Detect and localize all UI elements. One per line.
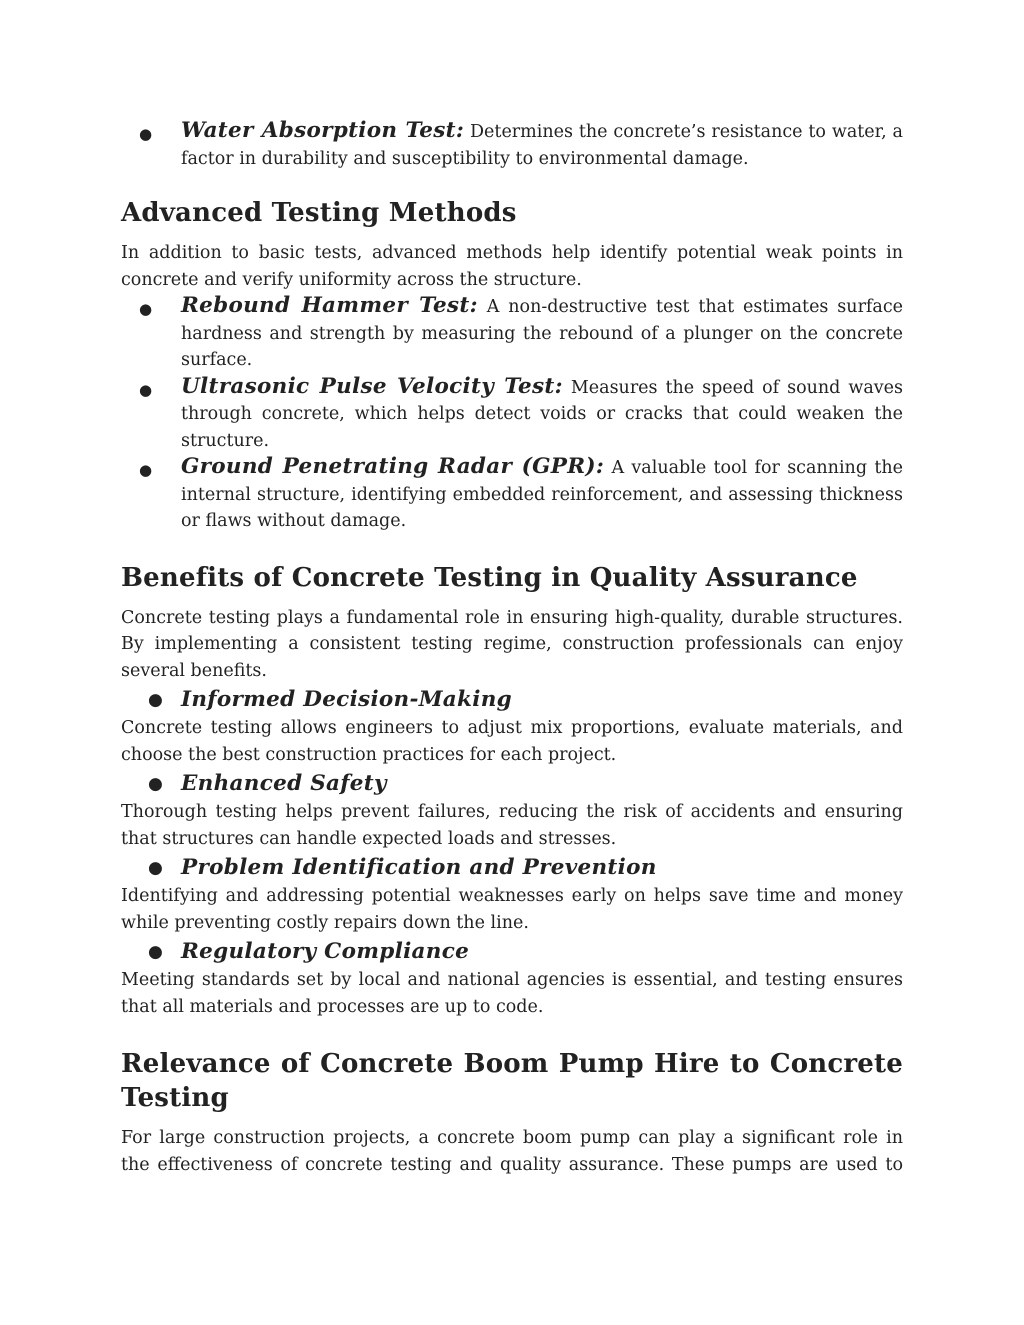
bullet-icon: ● [139,461,153,479]
term-gpr: Ground Penetrating Radar (GPR): [181,454,605,479]
bullet-icon: ● [139,300,153,318]
benefit-title-regulatory [121,937,903,967]
bullet-icon: ● [148,774,164,794]
term-ultrasonic: Ultrasonic Pulse Velocity Test: [181,373,563,399]
benefit-text-problem: Identifying and addressing potential weaknesses early on helps save time and money while preventing costly repairs down the line. [121,886,903,933]
benefit-title-informed [121,685,903,715]
heading-benefits: Benefits of Concrete Testing in Quality Assurance [121,562,858,593]
heading-relevance: Relevance of Concrete Boom Pump Hire to Concrete Testing [121,1049,903,1113]
bullet-icon: ● [148,942,164,962]
paragraph-advanced-intro: In addition to basic tests, advanced methods help identify potential weak points in concrete and verify uniformity across the structure. [121,243,903,290]
benefit-title-text: Problem Identification and Prevention [181,855,657,880]
text-gpr: A valuable tool for scanning the internal structure, identifying embedded reinforcement, and assessing thickness or flaws without damage. [181,458,903,531]
text-ultrasonic: Measures the speed of sound waves through concrete, which helps detect voids or cracks that could weaken the structure. [181,377,903,451]
document-page [121,118,903,1178]
benefit-text-safety: Thorough testing helps prevent failures, reducing the risk of accidents and ensuring that structures can handle expected loads and stresses. [121,802,903,849]
list-item-rebound-hammer [121,293,903,374]
term-rebound-hammer: Rebound Hammer Test: [181,293,478,318]
benefit-text-regulatory: Meeting standards set by local and national agencies is essential, and testing ensures that all materials and processes are up to code. [121,970,903,1017]
list-item-water-absorption [121,118,903,172]
list-item-gpr [121,454,903,535]
benefit-title-text: Regulatory Compliance [181,939,470,964]
bullet-icon: ● [148,858,164,878]
term-water-absorption: Water Absorption Test: [181,118,465,143]
heading-advanced-testing: Advanced Testing Methods [121,198,517,228]
paragraph-relevance: For large construction projects, a concrete boom pump can play a significant role in the effectiveness of concrete testing and quality assurance. These pumps are used to [121,1128,903,1175]
bullet-icon: ● [139,125,153,143]
list-item-ultrasonic [121,374,903,455]
benefit-text-informed: Concrete testing allows engineers to adjust mix proportions, evaluate materials, and choose the best construction practices for each project. [121,718,903,765]
text-rebound-hammer: A non-destructive test that estimates surface hardness and strength by measuring the rebound of a plunger on the concrete surface. [181,297,903,370]
benefit-title-text: Informed Decision-Making [181,687,512,712]
benefit-title-text: Enhanced Safety [181,771,387,796]
benefit-title-safety [121,769,903,799]
bullet-icon: ● [148,690,164,710]
bullet-icon: ● [139,380,153,399]
paragraph-benefits-intro: Concrete testing plays a fundamental role in ensuring high-quality, durable structures. By implementing a consistent testing regime, construction professionals can enjoy several benefits. [121,607,903,681]
benefit-title-problem [121,853,903,883]
text-water-absorption: Determines the concrete’s resistance to water, a factor in durability and susceptibility to environmental damage. [181,122,903,169]
